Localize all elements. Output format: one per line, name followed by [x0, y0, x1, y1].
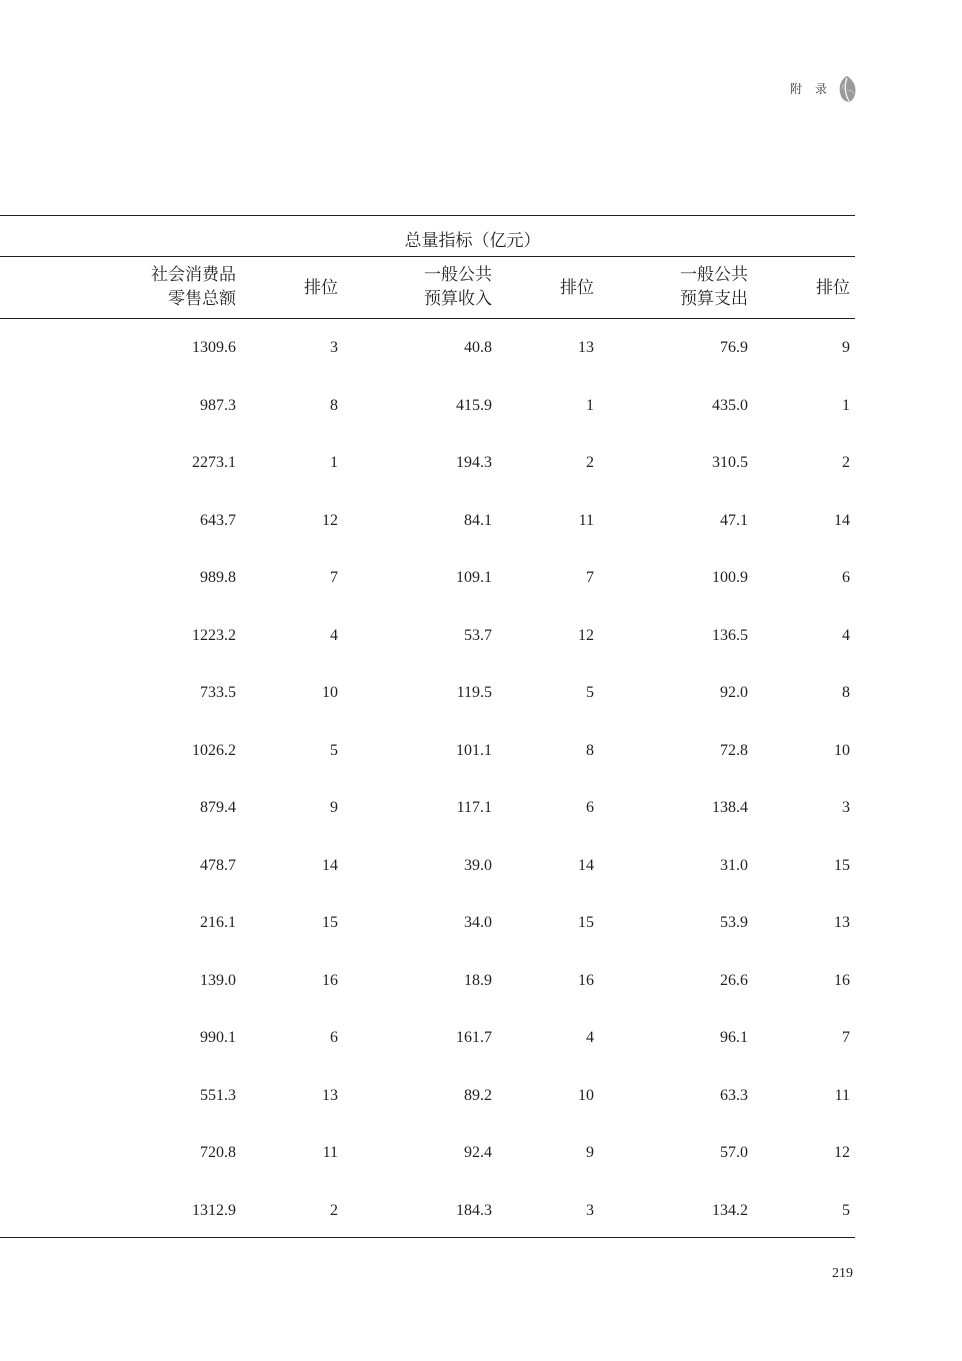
- table-cell: 4: [842, 626, 850, 644]
- table-cell: 31.0: [720, 856, 748, 874]
- column-header-budget-revenue: 一般公共 预算收入: [424, 265, 492, 309]
- table-cell: 194.3: [456, 454, 492, 471]
- table-cell: 161.7: [456, 1029, 492, 1046]
- table-header-rule: [0, 318, 855, 319]
- table-cell: 1: [842, 396, 850, 414]
- table-cell: 16: [578, 971, 594, 989]
- table-cell: 4: [330, 626, 338, 644]
- table-cell: 11: [322, 1144, 338, 1161]
- table-cell: 7: [586, 569, 594, 586]
- table-cell: 720.8: [200, 1144, 236, 1161]
- table-cell: 3: [586, 1201, 594, 1219]
- table-cell: 2273.1: [192, 454, 236, 471]
- table-cell: 643.7: [200, 511, 236, 529]
- table-cell: 9: [586, 1144, 594, 1161]
- column-header-rank: 排位: [816, 278, 850, 298]
- table-cell: 47.1: [720, 511, 748, 529]
- table-cell: 136.5: [712, 626, 748, 644]
- table-cell: 89.2: [464, 1086, 492, 1104]
- table-cell: 15: [578, 914, 594, 931]
- table-cell: 8: [842, 684, 850, 701]
- table-cell: 18.9: [464, 971, 492, 989]
- table-cell: 109.1: [456, 569, 492, 586]
- table-cell: 3: [842, 799, 850, 816]
- table-cell: 14: [322, 856, 338, 874]
- table-cell: 1309.6: [192, 339, 236, 356]
- table-cell: 39.0: [464, 856, 492, 874]
- table-cell: 76.9: [720, 339, 748, 356]
- table-cell: 40.8: [464, 339, 492, 356]
- table-cell: 10: [578, 1086, 594, 1104]
- table-cell: 13: [322, 1086, 338, 1104]
- table-cell: 2: [330, 1201, 338, 1219]
- table-cell: 63.3: [720, 1086, 748, 1104]
- table-cell: 733.5: [200, 684, 236, 701]
- table-cell: 26.6: [720, 971, 748, 989]
- table-cell: 10: [322, 684, 338, 701]
- table-cell: 11: [578, 511, 594, 529]
- table-cell: 5: [330, 741, 338, 759]
- running-head-char: 录: [815, 82, 829, 96]
- table-cell: 1: [330, 454, 338, 471]
- table-cell: 34.0: [464, 914, 492, 931]
- table-cell: 16: [322, 971, 338, 989]
- running-head: [790, 80, 840, 97]
- table-top-rule: [0, 215, 855, 216]
- table-cell: 92.0: [720, 684, 748, 701]
- table-cell: 101.1: [456, 741, 492, 759]
- table-cell: 9: [842, 339, 850, 356]
- table-cell: 879.4: [200, 799, 236, 816]
- table-cell: 53.7: [464, 626, 492, 644]
- table-cell: 184.3: [456, 1201, 492, 1219]
- table-cell: 7: [330, 569, 338, 586]
- table-cell: 6: [586, 799, 594, 816]
- table-cell: 1026.2: [192, 741, 236, 759]
- table-cell: 5: [842, 1201, 850, 1219]
- column-header-retail-sales: 社会消费品 零售总额: [151, 265, 236, 309]
- table-cell: 117.1: [456, 799, 492, 816]
- table-cell: 72.8: [720, 741, 748, 759]
- table-cell: 989.8: [200, 569, 236, 586]
- table-cell: 12: [578, 626, 594, 644]
- column-header-budget-expenditure: 一般公共 预算支出: [680, 265, 748, 309]
- page-number: 219: [832, 1266, 853, 1281]
- table-cell: 13: [578, 339, 594, 356]
- table-cell: 12: [322, 511, 338, 529]
- table-cell: 13: [834, 914, 850, 931]
- table-cell: 551.3: [200, 1086, 236, 1104]
- table-cell: 1312.9: [192, 1201, 236, 1219]
- table-cell: 96.1: [720, 1029, 748, 1046]
- table-cell: 9: [330, 799, 338, 816]
- table-cell: 14: [578, 856, 594, 874]
- table-cell: 119.5: [456, 684, 492, 701]
- table-cell: 53.9: [720, 914, 748, 931]
- table-cell: 1: [586, 396, 594, 414]
- table-bottom-rule: [0, 1237, 855, 1238]
- table-cell: 15: [322, 914, 338, 931]
- table-cell: 1223.2: [192, 626, 236, 644]
- table-cell: 5: [586, 684, 594, 701]
- table-cell: 11: [834, 1086, 850, 1104]
- table-cell: 16: [834, 971, 850, 989]
- table-group-title: 总量指标（亿元）: [404, 231, 541, 251]
- table-cell: 2: [586, 454, 594, 471]
- leaf-decoration-icon: [836, 74, 858, 104]
- table-cell: 6: [842, 569, 850, 586]
- table-cell: 6: [330, 1029, 338, 1046]
- table-cell: 8: [586, 741, 594, 759]
- column-header-rank: 排位: [560, 278, 594, 298]
- table-cell: 14: [834, 511, 850, 529]
- table-cell: 8: [330, 396, 338, 414]
- table-cell: 3: [330, 339, 338, 356]
- table-cell: 415.9: [456, 396, 492, 414]
- table-cell: 139.0: [200, 971, 236, 989]
- table-cell: 7: [842, 1029, 850, 1046]
- table-cell: 57.0: [720, 1144, 748, 1161]
- running-head-char: 附: [790, 82, 804, 96]
- table-cell: 435.0: [712, 396, 748, 414]
- table-cell: 310.5: [712, 454, 748, 471]
- table-cell: 15: [834, 856, 850, 874]
- table-cell: 10: [834, 741, 850, 759]
- table-cell: 134.2: [712, 1201, 748, 1219]
- table-cell: 478.7: [200, 856, 236, 874]
- table-cell: 216.1: [200, 914, 236, 931]
- table-cell: 990.1: [200, 1029, 236, 1046]
- table-cell: 987.3: [200, 396, 236, 414]
- table-cell: 100.9: [712, 569, 748, 586]
- table-cell: 138.4: [712, 799, 748, 816]
- table-cell: 84.1: [464, 511, 492, 529]
- table-cell: 2: [842, 454, 850, 471]
- table-cell: 92.4: [464, 1144, 492, 1161]
- table-group-rule: [0, 256, 855, 257]
- column-header-rank: 排位: [304, 278, 338, 298]
- table-cell: 12: [834, 1144, 850, 1161]
- table-cell: 4: [586, 1029, 594, 1046]
